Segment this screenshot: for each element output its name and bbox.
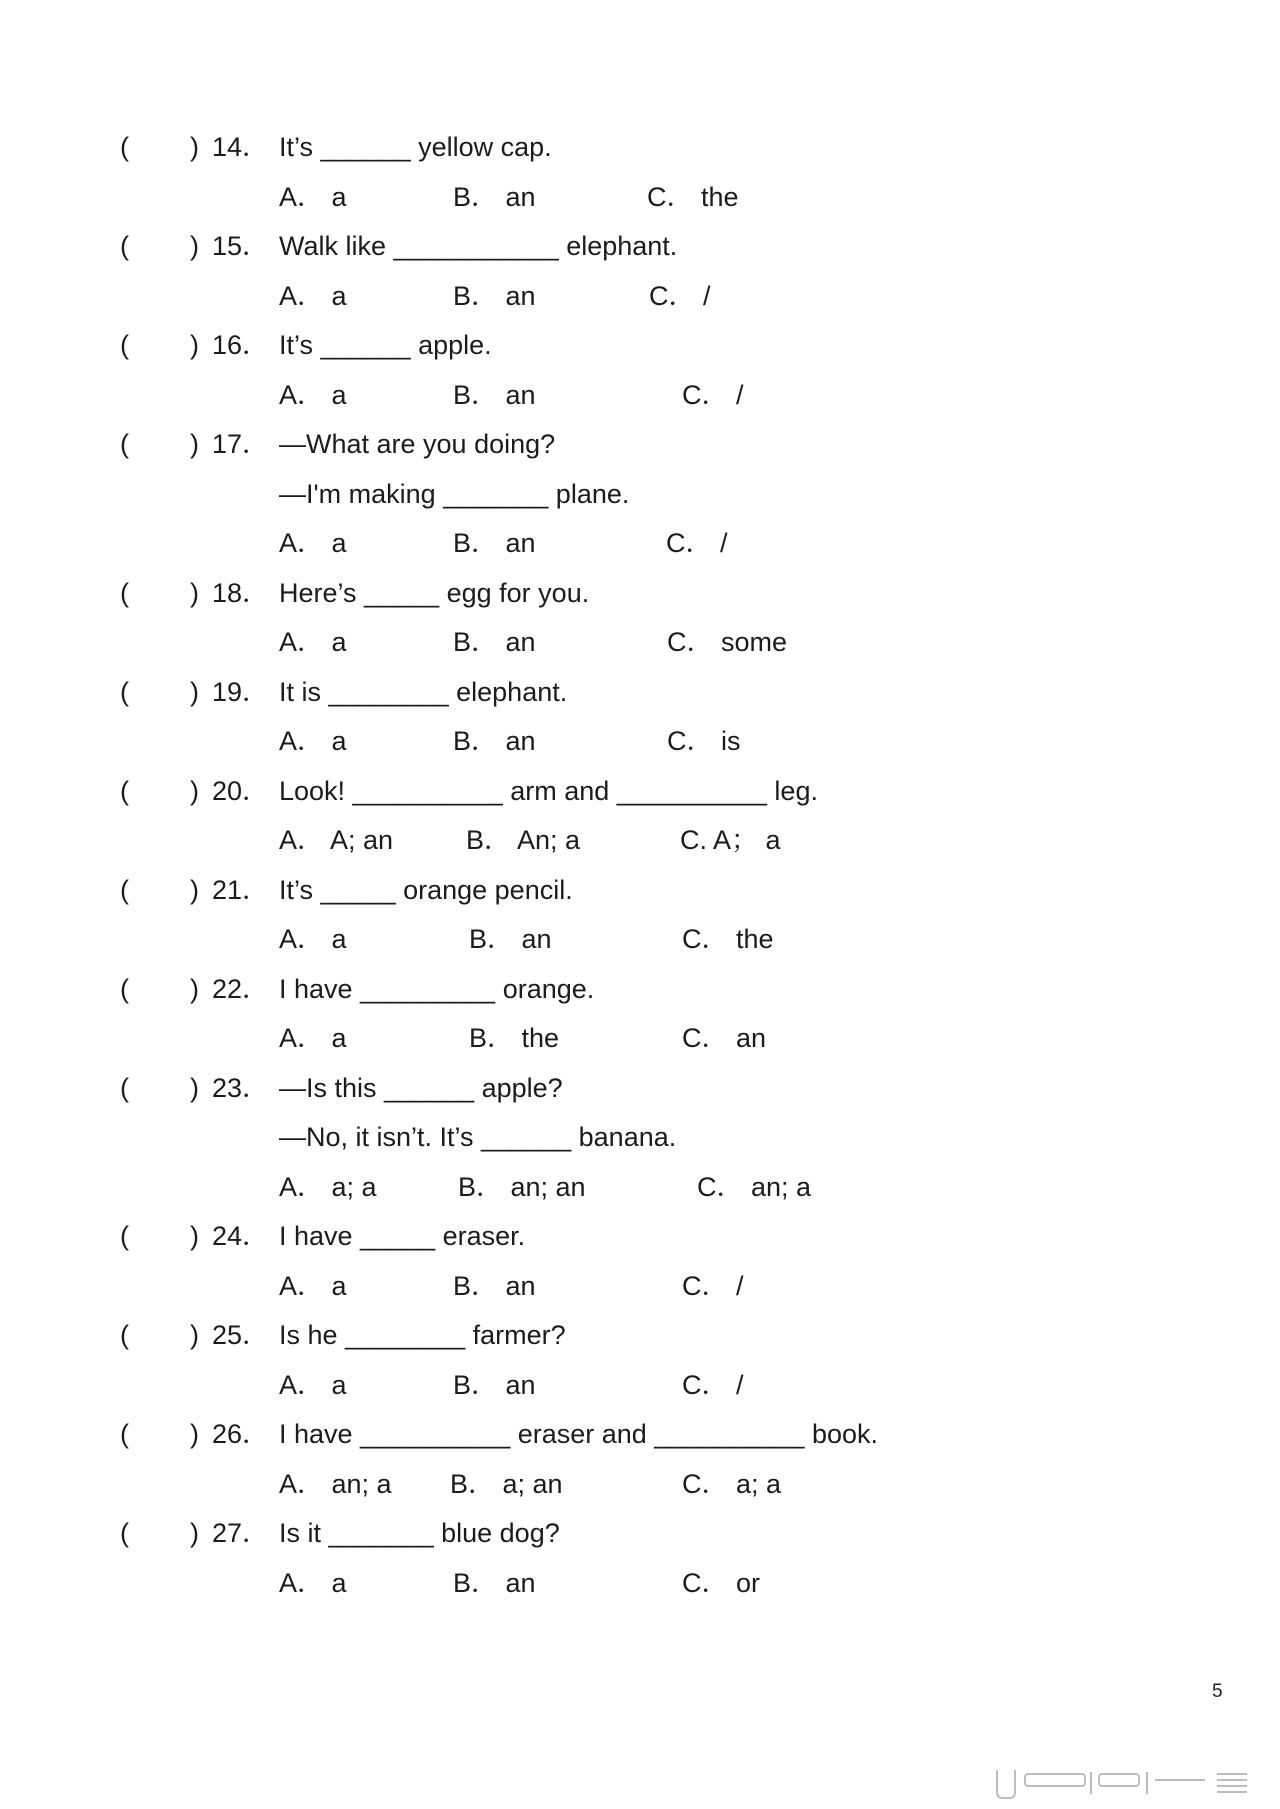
question-number: 20． — [212, 775, 270, 806]
option-a: A． an; a — [279, 1468, 392, 1499]
question-number: 14． — [212, 132, 270, 162]
question-text: I have _____ eraser. — [279, 1221, 526, 1251]
answer-bracket-open: ( — [120, 231, 129, 261]
answer-bracket-open: ( — [120, 132, 129, 162]
option-c: C． is — [667, 726, 741, 756]
question-number: 15． — [212, 231, 270, 261]
option-c: C． some — [667, 627, 788, 657]
option-b: B． an — [453, 280, 536, 311]
answer-bracket-close: ) — [190, 1320, 199, 1350]
answer-bracket-open: ( — [120, 577, 129, 608]
question-text: —What are you doing? — [279, 429, 556, 459]
page-number: 5 — [1212, 1681, 1223, 1702]
option-c: C. A； a — [680, 825, 781, 855]
answer-bracket-close: ) — [190, 676, 199, 707]
option-a: A． a — [279, 1270, 347, 1301]
option-a: A． a — [279, 181, 347, 212]
answer-bracket-open: ( — [120, 330, 129, 360]
answer-bracket-open: ( — [120, 973, 129, 1004]
question-text: Walk like ___________ elephant. — [279, 231, 678, 261]
question-text: —No, it isn’t. It’s ______ banana. — [279, 1122, 677, 1152]
option-c: C． / — [649, 280, 711, 311]
option-c: C． / — [682, 1270, 744, 1301]
option-a: A． a — [279, 1567, 347, 1598]
question-number: 25． — [212, 1320, 270, 1350]
answer-bracket-close: ) — [190, 1072, 199, 1103]
answer-bracket-close: ) — [190, 874, 199, 905]
option-b: B． an — [453, 1567, 536, 1598]
option-a: A． a — [279, 924, 347, 954]
option-a: A． a — [279, 280, 347, 311]
answer-bracket-close: ) — [190, 577, 199, 608]
option-a: A． a — [279, 528, 347, 558]
answer-bracket-close: ) — [190, 429, 199, 459]
question-number: 24． — [212, 1221, 270, 1251]
answer-bracket-open: ( — [120, 1221, 129, 1251]
question-number: 19． — [212, 676, 270, 707]
option-a: A． a — [279, 379, 347, 410]
option-c: C． or — [682, 1567, 761, 1598]
question-number: 21． — [212, 874, 270, 905]
question-text: —Is this ______ apple? — [279, 1072, 563, 1103]
question-number: 27． — [212, 1518, 270, 1548]
option-b: B． an — [453, 181, 536, 212]
answer-bracket-close: ) — [190, 1518, 199, 1548]
option-a: A． a — [279, 1369, 347, 1400]
watermark-logo-icon — [985, 1766, 1255, 1800]
answer-bracket-open: ( — [120, 1320, 129, 1350]
option-a: A． a — [279, 1023, 347, 1053]
option-b: B． an — [469, 924, 552, 954]
option-a: A． a — [279, 627, 347, 657]
answer-bracket-open: ( — [120, 1419, 129, 1449]
option-c: C． an; a — [697, 1171, 812, 1202]
answer-bracket-close: ) — [190, 330, 199, 360]
option-a: A． A; an — [279, 825, 394, 855]
option-a: A． a; a — [279, 1171, 377, 1202]
option-b: B． an — [453, 726, 536, 756]
option-b: B． An; a — [466, 825, 581, 855]
question-number: 16． — [212, 330, 270, 360]
option-b: B． the — [469, 1023, 560, 1053]
question-number: 22． — [212, 973, 270, 1004]
option-b: B． an — [453, 627, 536, 657]
question-text: It is ________ elephant. — [279, 676, 568, 707]
question-number: 23． — [212, 1072, 270, 1103]
answer-bracket-open: ( — [120, 1518, 129, 1548]
question-text: I have __________ eraser and __________ book. — [279, 1419, 879, 1449]
question-text: Is it _______ blue dog? — [279, 1518, 560, 1548]
question-text: Look! __________ arm and __________ leg. — [279, 775, 818, 806]
answer-bracket-open: ( — [120, 874, 129, 905]
answer-bracket-open: ( — [120, 676, 129, 707]
option-c: C． / — [666, 528, 728, 558]
option-c: C． an — [682, 1023, 767, 1053]
option-a: A． a — [279, 726, 347, 756]
question-text: —I'm making _______ plane. — [279, 478, 630, 509]
option-c: C． the — [647, 181, 739, 212]
question-text: I have _________ orange. — [279, 973, 595, 1004]
answer-bracket-open: ( — [120, 429, 129, 459]
option-b: B． a; an — [450, 1468, 563, 1499]
question-text: It’s _____ orange pencil. — [279, 874, 573, 905]
answer-bracket-close: ) — [190, 775, 199, 806]
question-number: 17． — [212, 429, 270, 459]
option-b: B． an — [453, 1270, 536, 1301]
question-number: 18． — [212, 577, 270, 608]
question-number: 26． — [212, 1419, 270, 1449]
question-text: It’s ______ yellow cap. — [279, 132, 552, 162]
option-b: B． an; an — [458, 1171, 586, 1202]
question-text: It’s ______ apple. — [279, 330, 492, 360]
answer-bracket-close: ) — [190, 1419, 199, 1449]
answer-bracket-close: ) — [190, 231, 199, 261]
option-b: B． an — [453, 379, 536, 410]
answer-bracket-close: ) — [190, 973, 199, 1004]
answer-bracket-close: ) — [190, 1221, 199, 1251]
option-c: C． / — [682, 379, 744, 410]
option-c: C． / — [682, 1369, 744, 1400]
question-text: Here’s _____ egg for you. — [279, 577, 590, 608]
answer-bracket-close: ) — [190, 132, 199, 162]
option-c: C． the — [682, 924, 774, 954]
option-c: C． a; a — [682, 1468, 782, 1499]
answer-bracket-open: ( — [120, 775, 129, 806]
question-text: Is he ________ farmer? — [279, 1320, 566, 1350]
option-b: B． an — [453, 528, 536, 558]
answer-bracket-open: ( — [120, 1072, 129, 1103]
option-b: B． an — [453, 1369, 536, 1400]
